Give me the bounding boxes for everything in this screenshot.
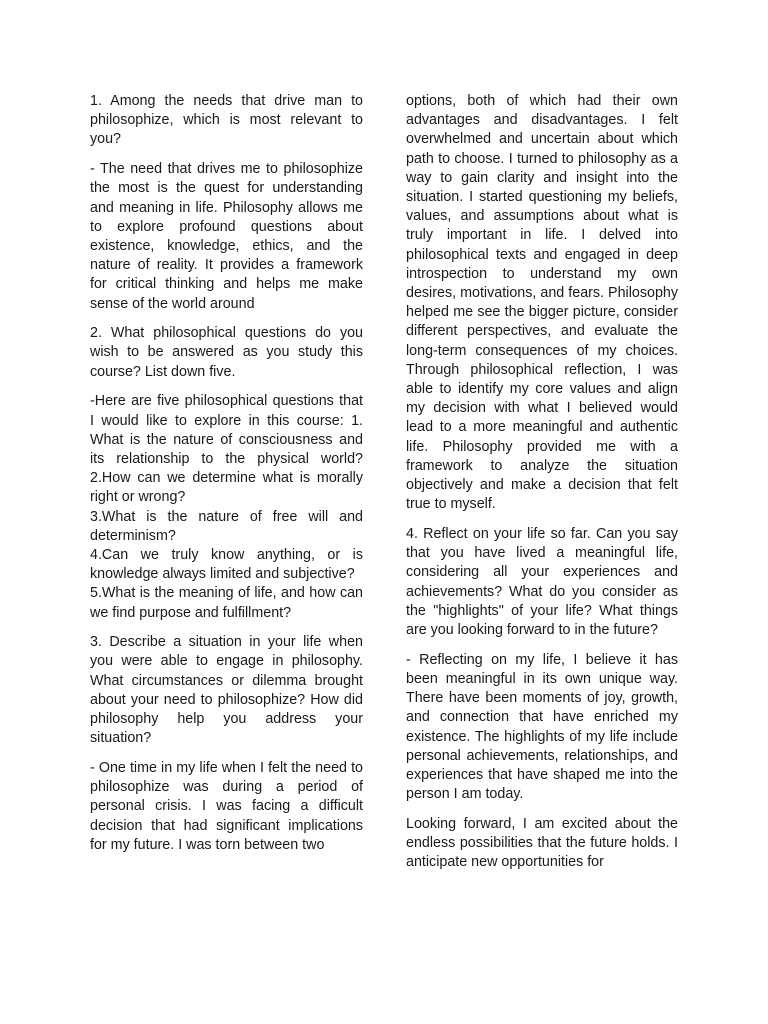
answer-1: - The need that drives me to philosophize the most is the quest for understanding and meaning in life. Philosophy allows me to explore profound questions about existence, knowledge, ethics, and the nature of reality. It provides a framework for critical thinking and helps me make sense of the world around <box>90 161 363 312</box>
answer-3-start: - One time in my life when I felt the need to philosophize was during a period of personal crisis. I was facing a difficult decision that had significant implications for my future. I was torn between two <box>90 760 363 853</box>
answer-3-continued: options, both of which had their own advantages and disadvantages. I felt overwhelmed and uncertain about which path to choose. I turned to philosophy as a way to gain clarity and insight into the situation. I started questioning my beliefs, values, and assumptions about what is truly important in life. I delved into philosophical texts and engaged in deep introspection to understand my own desires, motivations, and fears. Philosophy helped me see the bigger picture, consider different perspectives, and evaluate the long-term consequences of my choices. Through philosophical reflection, I was able to identify my core values and align my decision with what I believed would lead to a more meaningful and authentic life. Philosophy provided me with a framework to analyze the situation objectively and make a decision that felt true to myself. <box>406 93 678 513</box>
answer-4: - Reflecting on my life, I believe it has been meaningful in its own unique way. There have been moments of joy, growth, and connection that have enriched my existence. The highlights of my life include personal achievements, relationships, and experiences that have shaped me into the person I am today. <box>406 651 678 803</box>
question-3: 3. Describe a situation in your life when you were able to engage in philosophy. What circumstances or dilemma brought about your need to philosophize? How did philosophy help you address your situation? <box>90 634 363 747</box>
answer-2-item-3: 3.What is the nature of free will and determinism? <box>90 508 363 544</box>
answer-2-item-4: 4.Can we truly know anything, or is knowledge always limited and subjective? <box>90 546 363 583</box>
left-column <box>90 92 363 866</box>
question-2: 2. What philosophical questions do you wish to be answered as you study this course? List down five. <box>90 325 363 380</box>
question-4: 4. Reflect on your life so far. Can you say that you have lived a meaningful life, considering all your experiences and achievements? What do you consider as the "highlights" of your life? What things are you looking forward to in the future? <box>406 525 678 638</box>
answer-4-future: Looking forward, I am excited about the endless possibilities that the future holds. I anticipate new opportunities for <box>406 815 678 871</box>
answer-2-item-5: 5.What is the meaning of life, and how can we find purpose and fulfillment? <box>90 585 363 621</box>
question-1: 1. Among the needs that drive man to philosophize, which is most relevant to you? <box>90 93 363 148</box>
answer-2-intro: -Here are five philosophical questions that I would like to explore in this course: 1. What is the nature of consciousness and its relationship to the physical world? 2.How can we determine what is morally right or wrong? <box>90 393 363 506</box>
right-column <box>406 92 678 883</box>
